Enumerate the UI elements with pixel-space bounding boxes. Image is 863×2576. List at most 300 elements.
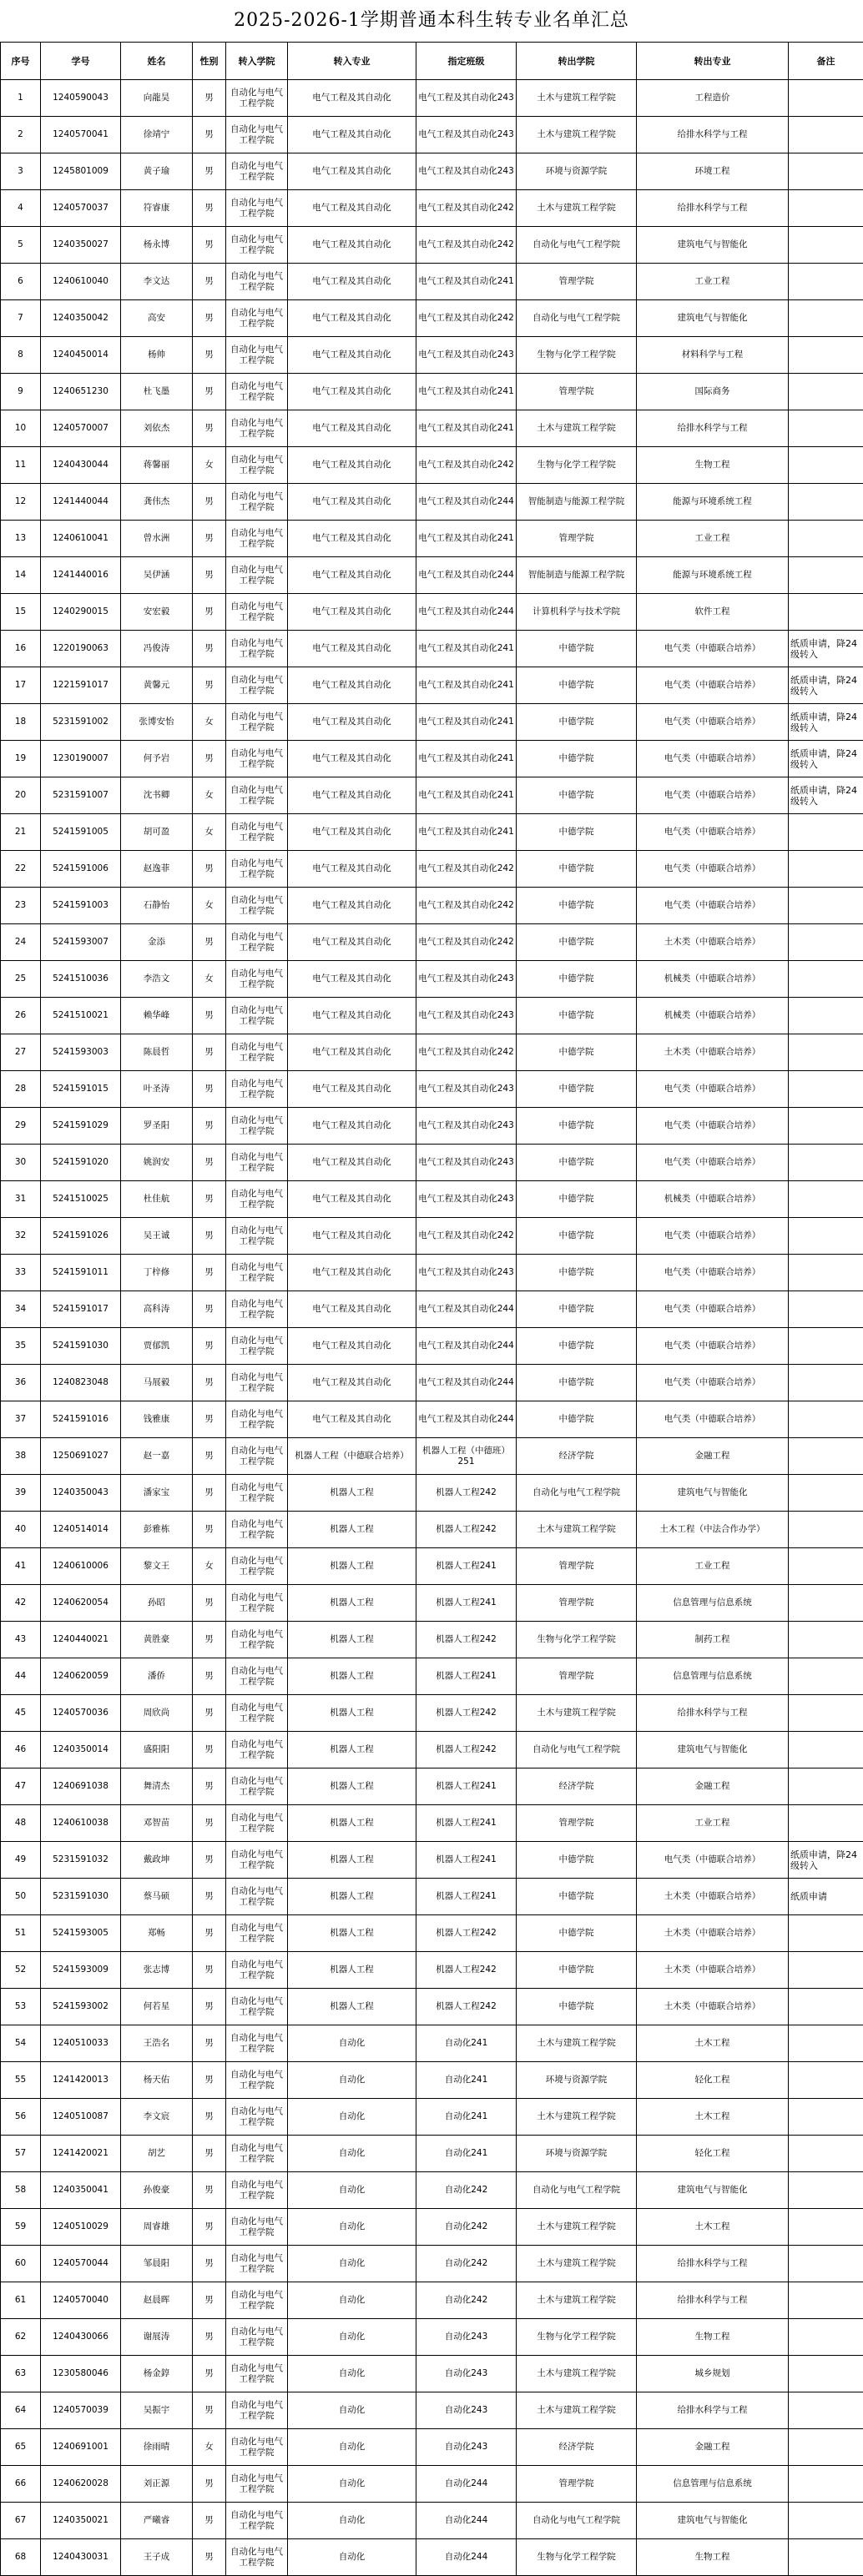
remark-cell: [789, 264, 863, 300]
gender-cell: 男: [193, 924, 226, 961]
col-header: 姓名: [121, 43, 193, 80]
gender-cell: 男: [193, 1401, 226, 1438]
to-major-cell: 电气工程及其自动化: [288, 1145, 416, 1181]
student-id-cell: 1245801009: [41, 153, 121, 190]
to-college-cell: 自动化与电气工程学院: [226, 521, 288, 557]
to-college-cell: 自动化与电气工程学院: [226, 1255, 288, 1291]
name-cell: 钱雅康: [121, 1401, 193, 1438]
remark-cell: [789, 1475, 863, 1512]
from-major-cell: 电气类（中德联合培养）: [637, 1145, 789, 1181]
table-row: [1, 741, 863, 777]
class-cell: 电气工程及其自动化242: [416, 227, 517, 264]
gender-cell: 男: [193, 2099, 226, 2136]
remark-cell: [789, 2172, 863, 2209]
from-major-cell: 城乡规划: [637, 2356, 789, 2392]
remark-cell: [789, 2319, 863, 2356]
student-id-cell: 1240430044: [41, 447, 121, 484]
gender-cell: 男: [193, 1145, 226, 1181]
student-id-cell: 1240620028: [41, 2466, 121, 2503]
name-cell: 符睿康: [121, 190, 193, 227]
to-college-cell: 自动化与电气工程学院: [226, 1218, 288, 1255]
to-major-cell: 机器人工程: [288, 1512, 416, 1548]
to-major-cell: 机器人工程: [288, 1879, 416, 1915]
to-major-cell: 电气工程及其自动化: [288, 851, 416, 888]
to-major-cell: 机器人工程: [288, 1548, 416, 1585]
table-row: [1, 1438, 863, 1475]
seq-cell: 33: [1, 1255, 41, 1291]
remark-cell: [789, 1071, 863, 1108]
name-cell: 何予岩: [121, 741, 193, 777]
from-college-cell: 土木与建筑工程学院: [517, 2282, 637, 2319]
table-row: [1, 1401, 863, 1438]
class-cell: 机器人工程242: [416, 1915, 517, 1952]
to-major-cell: 电气工程及其自动化: [288, 410, 416, 447]
seq-cell: 18: [1, 704, 41, 741]
name-cell: 郑畅: [121, 1915, 193, 1952]
to-major-cell: 电气工程及其自动化: [288, 961, 416, 998]
class-cell: 电气工程及其自动化241: [416, 704, 517, 741]
table-row: [1, 1108, 863, 1145]
class-cell: 机器人工程241: [416, 1842, 517, 1879]
remark-cell: [789, 2539, 863, 2576]
gender-cell: 男: [193, 1805, 226, 1842]
from-college-cell: 管理学院: [517, 521, 637, 557]
to-college-cell: 自动化与电气工程学院: [226, 2136, 288, 2172]
class-cell: 电气工程及其自动化241: [416, 631, 517, 667]
student-id-cell: 5241591030: [41, 1328, 121, 1365]
gender-cell: 男: [193, 80, 226, 117]
from-major-cell: 电气类（中德联合培养）: [637, 1108, 789, 1145]
table-row: [1, 1071, 863, 1108]
class-cell: 机器人工程241: [416, 1585, 517, 1622]
name-cell: 徐靖宁: [121, 117, 193, 153]
to-major-cell: 机器人工程: [288, 1842, 416, 1879]
gender-cell: 男: [193, 264, 226, 300]
table-row: [1, 1548, 863, 1585]
to-college-cell: 自动化与电气工程学院: [226, 1438, 288, 1475]
transfer-table: [0, 42, 863, 2576]
name-cell: 陈晨哲: [121, 1034, 193, 1071]
seq-cell: 10: [1, 410, 41, 447]
to-college-cell: 自动化与电气工程学院: [226, 410, 288, 447]
from-college-cell: 中德学院: [517, 667, 637, 704]
from-major-cell: 电气类（中德联合培养）: [637, 1328, 789, 1365]
from-college-cell: 智能制造与能源工程学院: [517, 557, 637, 594]
col-header: 转出学院: [517, 43, 637, 80]
from-major-cell: 电气类（中德联合培养）: [637, 1842, 789, 1879]
table-row: [1, 1585, 863, 1622]
remark-cell: 纸质申请，降24级转入: [789, 777, 863, 814]
class-cell: 自动化243: [416, 2319, 517, 2356]
student-id-cell: 1240610038: [41, 1805, 121, 1842]
from-major-cell: 电气类（中德联合培养）: [637, 888, 789, 924]
from-major-cell: 轻化工程: [637, 2136, 789, 2172]
col-header: 性别: [193, 43, 226, 80]
student-id-cell: 5241591006: [41, 851, 121, 888]
class-cell: 电气工程及其自动化243: [416, 998, 517, 1034]
table-row: [1, 1732, 863, 1768]
table-row: [1, 1291, 863, 1328]
student-id-cell: 1241440044: [41, 484, 121, 521]
table-row: [1, 153, 863, 190]
remark-cell: [789, 1622, 863, 1658]
to-major-cell: 电气工程及其自动化: [288, 741, 416, 777]
remark-cell: [789, 2246, 863, 2282]
student-id-cell: 1240620054: [41, 1585, 121, 1622]
seq-cell: 22: [1, 851, 41, 888]
gender-cell: 男: [193, 2466, 226, 2503]
class-cell: 机器人工程242: [416, 1512, 517, 1548]
to-college-cell: 自动化与电气工程学院: [226, 594, 288, 631]
to-college-cell: 自动化与电气工程学院: [226, 337, 288, 374]
from-major-cell: 工业工程: [637, 1548, 789, 1585]
to-major-cell: 电气工程及其自动化: [288, 814, 416, 851]
class-cell: 电气工程及其自动化243: [416, 1181, 517, 1218]
to-college-cell: 自动化与电气工程学院: [226, 80, 288, 117]
gender-cell: 男: [193, 1071, 226, 1108]
student-id-cell: 1240450014: [41, 337, 121, 374]
gender-cell: 男: [193, 594, 226, 631]
student-id-cell: 1240430066: [41, 2319, 121, 2356]
remark-cell: [789, 1181, 863, 1218]
table-row: [1, 80, 863, 117]
to-college-cell: 自动化与电气工程学院: [226, 2539, 288, 2576]
to-major-cell: 电气工程及其自动化: [288, 1181, 416, 1218]
col-header: 序号: [1, 43, 41, 80]
gender-cell: 男: [193, 998, 226, 1034]
class-cell: 电气工程及其自动化241: [416, 521, 517, 557]
from-college-cell: 中德学院: [517, 1145, 637, 1181]
student-id-cell: 1220190063: [41, 631, 121, 667]
from-college-cell: 计算机科学与技术学院: [517, 594, 637, 631]
to-major-cell: 自动化: [288, 2099, 416, 2136]
from-major-cell: 给排水科学与工程: [637, 1695, 789, 1732]
from-major-cell: 金融工程: [637, 1438, 789, 1475]
seq-cell: 13: [1, 521, 41, 557]
gender-cell: 男: [193, 1475, 226, 1512]
remark-cell: [789, 961, 863, 998]
from-college-cell: 中德学院: [517, 1401, 637, 1438]
gender-cell: 男: [193, 410, 226, 447]
from-major-cell: 电气类（中德联合培养）: [637, 777, 789, 814]
name-cell: 龚伟杰: [121, 484, 193, 521]
name-cell: 刘正源: [121, 2466, 193, 2503]
name-cell: 罗圣阳: [121, 1108, 193, 1145]
from-college-cell: 生物与化学工程学院: [517, 1622, 637, 1658]
to-college-cell: 自动化与电气工程学院: [226, 2062, 288, 2099]
gender-cell: 男: [193, 2392, 226, 2429]
gender-cell: 男: [193, 631, 226, 667]
from-college-cell: 管理学院: [517, 1805, 637, 1842]
seq-cell: 11: [1, 447, 41, 484]
seq-cell: 5: [1, 227, 41, 264]
name-cell: 王浩名: [121, 2025, 193, 2062]
to-major-cell: 自动化: [288, 2319, 416, 2356]
remark-cell: [789, 227, 863, 264]
name-cell: 何若星: [121, 1989, 193, 2025]
remark-cell: [789, 2282, 863, 2319]
from-major-cell: 给排水科学与工程: [637, 2392, 789, 2429]
table-row: [1, 2539, 863, 2576]
class-cell: 电气工程及其自动化242: [416, 1218, 517, 1255]
to-college-cell: 自动化与电气工程学院: [226, 2246, 288, 2282]
seq-cell: 38: [1, 1438, 41, 1475]
class-cell: 电气工程及其自动化244: [416, 484, 517, 521]
table-row: [1, 264, 863, 300]
student-id-cell: 1240440021: [41, 1622, 121, 1658]
remark-cell: [789, 1145, 863, 1181]
seq-cell: 67: [1, 2503, 41, 2539]
remark-cell: [789, 1805, 863, 1842]
gender-cell: 男: [193, 300, 226, 337]
from-college-cell: 土木与建筑工程学院: [517, 2025, 637, 2062]
seq-cell: 25: [1, 961, 41, 998]
remark-cell: [789, 1952, 863, 1989]
to-major-cell: 电气工程及其自动化: [288, 924, 416, 961]
table-row: [1, 1181, 863, 1218]
remark-cell: [789, 2099, 863, 2136]
student-id-cell: 5241593009: [41, 1952, 121, 1989]
from-major-cell: 土木类（中德联合培养）: [637, 924, 789, 961]
name-cell: 吴王诚: [121, 1218, 193, 1255]
remark-cell: [789, 1512, 863, 1548]
from-major-cell: 能源与环境系统工程: [637, 557, 789, 594]
table-row: [1, 557, 863, 594]
class-cell: 电气工程及其自动化241: [416, 814, 517, 851]
to-college-cell: 自动化与电气工程学院: [226, 117, 288, 153]
table-header-row: [1, 43, 863, 80]
remark-cell: [789, 2025, 863, 2062]
class-cell: 电气工程及其自动化243: [416, 1071, 517, 1108]
from-major-cell: 土木工程: [637, 2099, 789, 2136]
to-major-cell: 电气工程及其自动化: [288, 117, 416, 153]
student-id-cell: 5241510021: [41, 998, 121, 1034]
class-cell: 电气工程及其自动化242: [416, 300, 517, 337]
class-cell: 自动化243: [416, 2356, 517, 2392]
from-college-cell: 中德学院: [517, 1915, 637, 1952]
name-cell: 吴振宇: [121, 2392, 193, 2429]
table-row: [1, 1255, 863, 1291]
to-college-cell: 自动化与电气工程学院: [226, 300, 288, 337]
student-id-cell: 5231591030: [41, 1879, 121, 1915]
to-major-cell: 电气工程及其自动化: [288, 521, 416, 557]
gender-cell: 女: [193, 447, 226, 484]
to-major-cell: 电气工程及其自动化: [288, 153, 416, 190]
from-college-cell: 自动化与电气工程学院: [517, 227, 637, 264]
table-row: [1, 594, 863, 631]
name-cell: 金添: [121, 924, 193, 961]
remark-cell: [789, 2429, 863, 2466]
seq-cell: 47: [1, 1768, 41, 1805]
student-id-cell: 1230190007: [41, 741, 121, 777]
from-major-cell: 生物工程: [637, 2319, 789, 2356]
remark-cell: [789, 117, 863, 153]
remark-cell: 纸质申请，降24级转入: [789, 704, 863, 741]
name-cell: 赵晨晖: [121, 2282, 193, 2319]
remark-cell: [789, 851, 863, 888]
student-id-cell: 5241591005: [41, 814, 121, 851]
to-major-cell: 电气工程及其自动化: [288, 300, 416, 337]
to-major-cell: 电气工程及其自动化: [288, 631, 416, 667]
from-college-cell: 经济学院: [517, 1438, 637, 1475]
seq-cell: 32: [1, 1218, 41, 1255]
student-id-cell: 5241591017: [41, 1291, 121, 1328]
student-id-cell: 1240510029: [41, 2209, 121, 2246]
from-college-cell: 中德学院: [517, 777, 637, 814]
to-major-cell: 自动化: [288, 2025, 416, 2062]
gender-cell: 男: [193, 374, 226, 410]
from-college-cell: 中德学院: [517, 1952, 637, 1989]
name-cell: 胡艺: [121, 2136, 193, 2172]
remark-cell: [789, 521, 863, 557]
from-major-cell: 电气类（中德联合培养）: [637, 1218, 789, 1255]
from-major-cell: 电气类（中德联合培养）: [637, 1071, 789, 1108]
table-row: [1, 300, 863, 337]
gender-cell: 男: [193, 1328, 226, 1365]
to-major-cell: 电气工程及其自动化: [288, 1328, 416, 1365]
name-cell: 杨永博: [121, 227, 193, 264]
student-id-cell: 1240350027: [41, 227, 121, 264]
seq-cell: 51: [1, 1915, 41, 1952]
table-row: [1, 1034, 863, 1071]
student-id-cell: 5241591026: [41, 1218, 121, 1255]
from-college-cell: 中德学院: [517, 1181, 637, 1218]
table-row: [1, 961, 863, 998]
gender-cell: 男: [193, 2025, 226, 2062]
remark-cell: [789, 2392, 863, 2429]
student-id-cell: 1240570040: [41, 2282, 121, 2319]
from-major-cell: 电气类（中德联合培养）: [637, 704, 789, 741]
from-college-cell: 管理学院: [517, 1548, 637, 1585]
to-major-cell: 机器人工程: [288, 1585, 416, 1622]
from-major-cell: 土木类（中德联合培养）: [637, 1989, 789, 2025]
table-row: [1, 851, 863, 888]
from-major-cell: 建筑电气与智能化: [637, 227, 789, 264]
class-cell: 机器人工程241: [416, 1805, 517, 1842]
student-id-cell: 1240570044: [41, 2246, 121, 2282]
to-major-cell: 自动化: [288, 2282, 416, 2319]
from-major-cell: 轻化工程: [637, 2062, 789, 2099]
to-college-cell: 自动化与电气工程学院: [226, 1585, 288, 1622]
from-major-cell: 给排水科学与工程: [637, 117, 789, 153]
to-college-cell: 自动化与电气工程学院: [226, 961, 288, 998]
from-major-cell: 土木类（中德联合培养）: [637, 1879, 789, 1915]
to-college-cell: 自动化与电气工程学院: [226, 2209, 288, 2246]
student-id-cell: 1250691027: [41, 1438, 121, 1475]
from-college-cell: 自动化与电气工程学院: [517, 300, 637, 337]
from-major-cell: 电气类（中德联合培养）: [637, 1291, 789, 1328]
to-major-cell: 电气工程及其自动化: [288, 777, 416, 814]
from-college-cell: 土木与建筑工程学院: [517, 190, 637, 227]
seq-cell: 61: [1, 2282, 41, 2319]
table-row: [1, 117, 863, 153]
from-college-cell: 自动化与电气工程学院: [517, 1475, 637, 1512]
to-college-cell: 自动化与电气工程学院: [226, 851, 288, 888]
to-college-cell: 自动化与电气工程学院: [226, 227, 288, 264]
student-id-cell: 1240290015: [41, 594, 121, 631]
from-major-cell: 土木工程（中法合作办学）: [637, 1512, 789, 1548]
remark-cell: [789, 1915, 863, 1952]
to-college-cell: 自动化与电气工程学院: [226, 704, 288, 741]
table-row: [1, 190, 863, 227]
gender-cell: 男: [193, 2172, 226, 2209]
from-major-cell: 建筑电气与智能化: [637, 2503, 789, 2539]
to-major-cell: 机器人工程: [288, 1475, 416, 1512]
class-cell: 电气工程及其自动化244: [416, 1328, 517, 1365]
to-college-cell: 自动化与电气工程学院: [226, 667, 288, 704]
remark-cell: [789, 1218, 863, 1255]
to-college-cell: 自动化与电气工程学院: [226, 1879, 288, 1915]
from-college-cell: 自动化与电气工程学院: [517, 1732, 637, 1768]
to-college-cell: 自动化与电气工程学院: [226, 1071, 288, 1108]
to-college-cell: 自动化与电气工程学院: [226, 888, 288, 924]
remark-cell: [789, 1255, 863, 1291]
from-major-cell: 土木工程: [637, 2025, 789, 2062]
table-row: [1, 2062, 863, 2099]
remark-cell: [789, 998, 863, 1034]
from-college-cell: 中德学院: [517, 1989, 637, 2025]
to-college-cell: 自动化与电气工程学院: [226, 484, 288, 521]
seq-cell: 40: [1, 1512, 41, 1548]
from-major-cell: 给排水科学与工程: [637, 2246, 789, 2282]
name-cell: 彭雅栋: [121, 1512, 193, 1548]
to-major-cell: 电气工程及其自动化: [288, 1108, 416, 1145]
remark-cell: [789, 1732, 863, 1768]
class-cell: 电气工程及其自动化242: [416, 888, 517, 924]
seq-cell: 58: [1, 2172, 41, 2209]
to-college-cell: 自动化与电气工程学院: [226, 557, 288, 594]
to-college-cell: 自动化与电气工程学院: [226, 1658, 288, 1695]
seq-cell: 62: [1, 2319, 41, 2356]
name-cell: 石静怡: [121, 888, 193, 924]
to-major-cell: 自动化: [288, 2429, 416, 2466]
class-cell: 机器人工程242: [416, 1695, 517, 1732]
student-id-cell: 1240570036: [41, 1695, 121, 1732]
name-cell: 贾郁凯: [121, 1328, 193, 1365]
from-college-cell: 中德学院: [517, 998, 637, 1034]
to-college-cell: 自动化与电气工程学院: [226, 1034, 288, 1071]
to-college-cell: 自动化与电气工程学院: [226, 1768, 288, 1805]
to-major-cell: 电气工程及其自动化: [288, 1365, 416, 1401]
to-major-cell: 机器人工程（中德联合培养）: [288, 1438, 416, 1475]
name-cell: 杜佳航: [121, 1181, 193, 1218]
seq-cell: 55: [1, 2062, 41, 2099]
gender-cell: 男: [193, 2319, 226, 2356]
seq-cell: 9: [1, 374, 41, 410]
table-row: [1, 2466, 863, 2503]
class-cell: 自动化243: [416, 2392, 517, 2429]
name-cell: 赖华峰: [121, 998, 193, 1034]
remark-cell: [789, 594, 863, 631]
to-major-cell: 自动化: [288, 2503, 416, 2539]
table-row: [1, 521, 863, 557]
from-major-cell: 机械类（中德联合培养）: [637, 998, 789, 1034]
seq-cell: 6: [1, 264, 41, 300]
class-cell: 自动化241: [416, 2099, 517, 2136]
student-id-cell: 1240350014: [41, 1732, 121, 1768]
table-row: [1, 410, 863, 447]
student-id-cell: 1240610006: [41, 1548, 121, 1585]
table-row: [1, 2356, 863, 2392]
to-major-cell: 电气工程及其自动化: [288, 1255, 416, 1291]
student-id-cell: 5231591032: [41, 1842, 121, 1879]
from-college-cell: 管理学院: [517, 1585, 637, 1622]
from-major-cell: 生物工程: [637, 2539, 789, 2576]
student-id-cell: 5241591020: [41, 1145, 121, 1181]
class-cell: 电气工程及其自动化241: [416, 667, 517, 704]
student-id-cell: 1240610041: [41, 521, 121, 557]
from-college-cell: 中德学院: [517, 1365, 637, 1401]
